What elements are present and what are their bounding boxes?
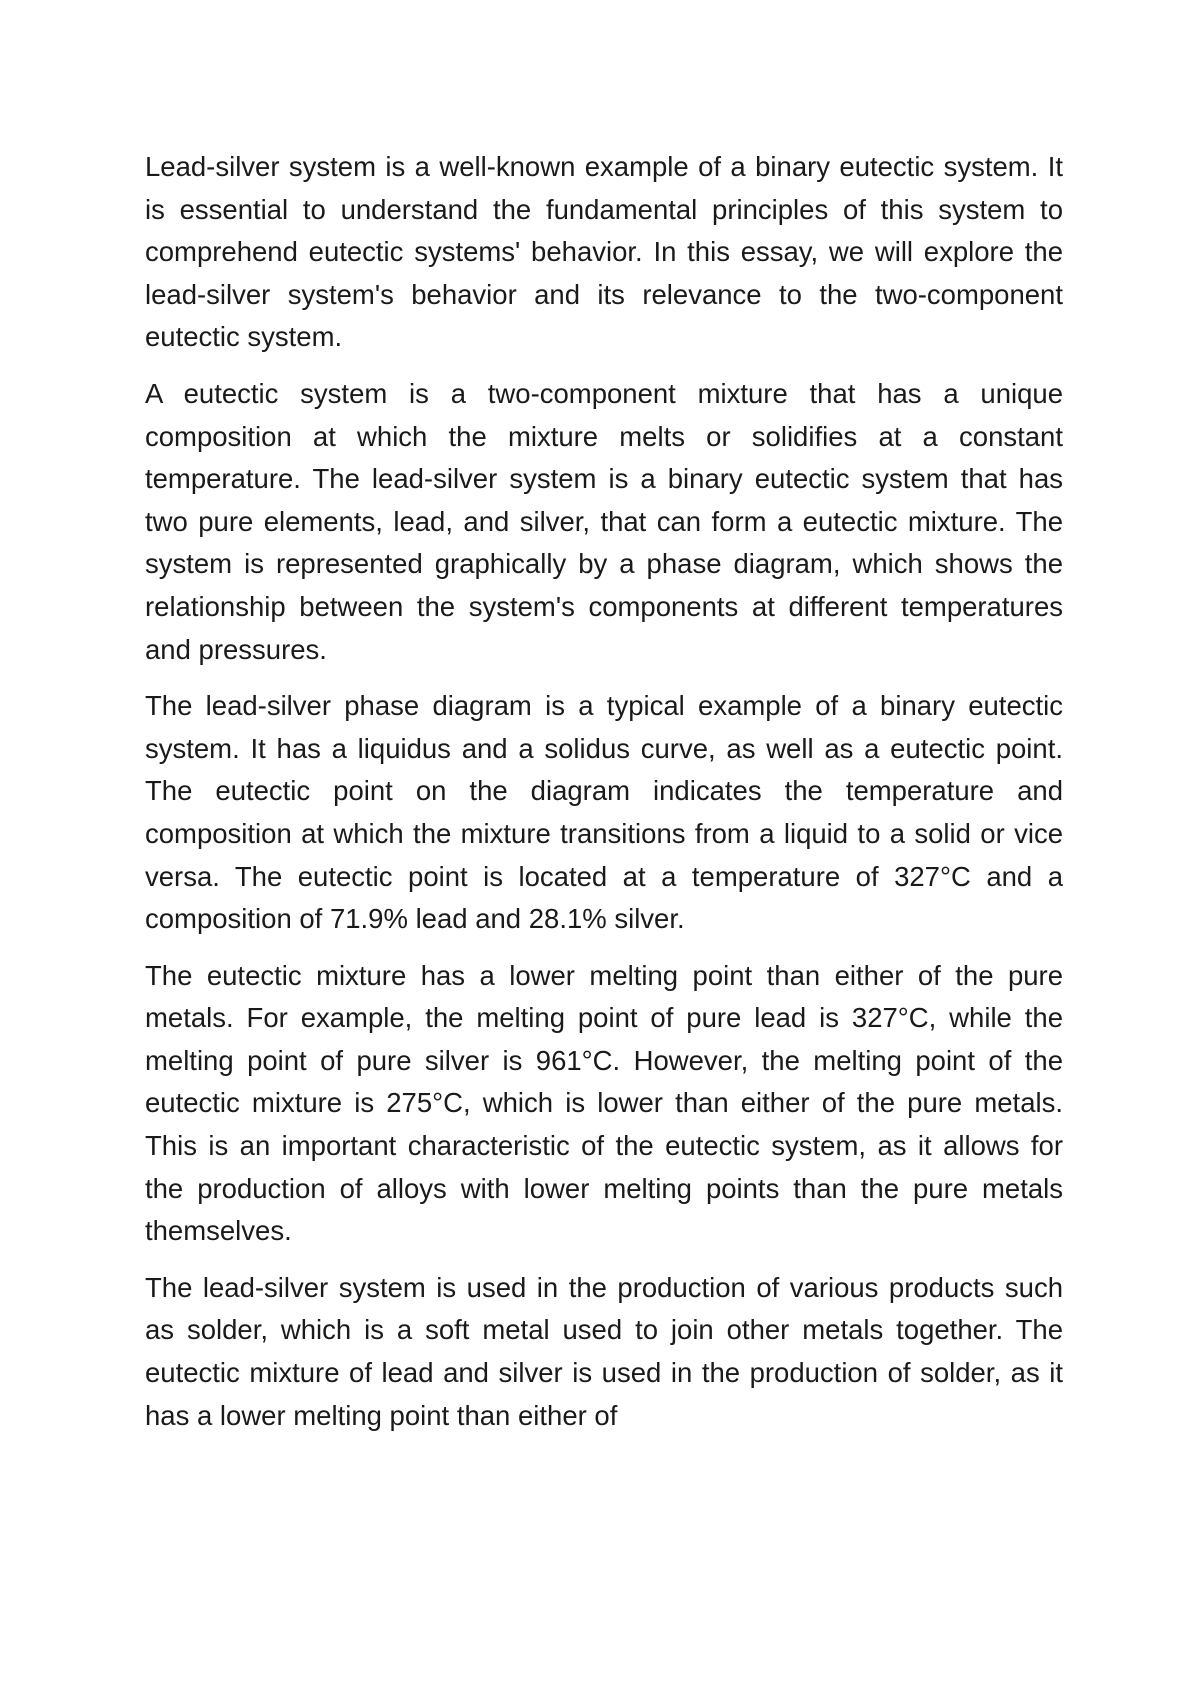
paragraph-phase-diagram: The lead-silver phase diagram is a typical example of a binary eutectic system. It has a liquidus and a solidus curve, as well as a eutectic point. The eutectic point on the diagram indicates the temperature and composition at which the mixture transitions from a liquid to a solid or vice versa. The eutectic point is located at a temperature of 327°C and a composition of 71.9% lead and 28.1% silver.: [145, 690, 1063, 935]
document-body: [145, 146, 1063, 1437]
paragraph-melting-points: The eutectic mixture has a lower melting point than either of the pure metals. For example, the melting point of pure lead is 327°C, while the melting point of pure silver is 961°C. However, the melting point of the eutectic mixture is 275°C, which is lower than either of the pure metals. This is an important characteristic of the eutectic system, as it allows for the production of alloys with lower melting points than the pure metals themselves.: [145, 959, 1063, 1247]
paragraph-applications: The lead-silver system is used in the production of various products such as solder, which is a soft metal used to join other metals together. The eutectic mixture of lead and silver is used in the production of solder, as it has a lower melting point than either of: [145, 1271, 1063, 1431]
paragraph-intro: Lead-silver system is a well-known example of a binary eutectic system. It is essential to understand the fundamental principles of this system to comprehend eutectic systems' behavior. In this essay, we will explore the lead-silver system's behavior and its relevance to the two-component eutectic system.: [145, 151, 1063, 353]
paragraph-eutectic-definition: A eutectic system is a two-component mixture that has a unique composition at which the mixture melts or solidifies at a constant temperature. The lead-silver system is a binary eutectic system that has two pure elements, lead, and silver, that can form a eutectic mixture. The system is represented graphically by a phase diagram, which shows the relationship between the system's components at different temperatures and pressures.: [145, 377, 1063, 665]
